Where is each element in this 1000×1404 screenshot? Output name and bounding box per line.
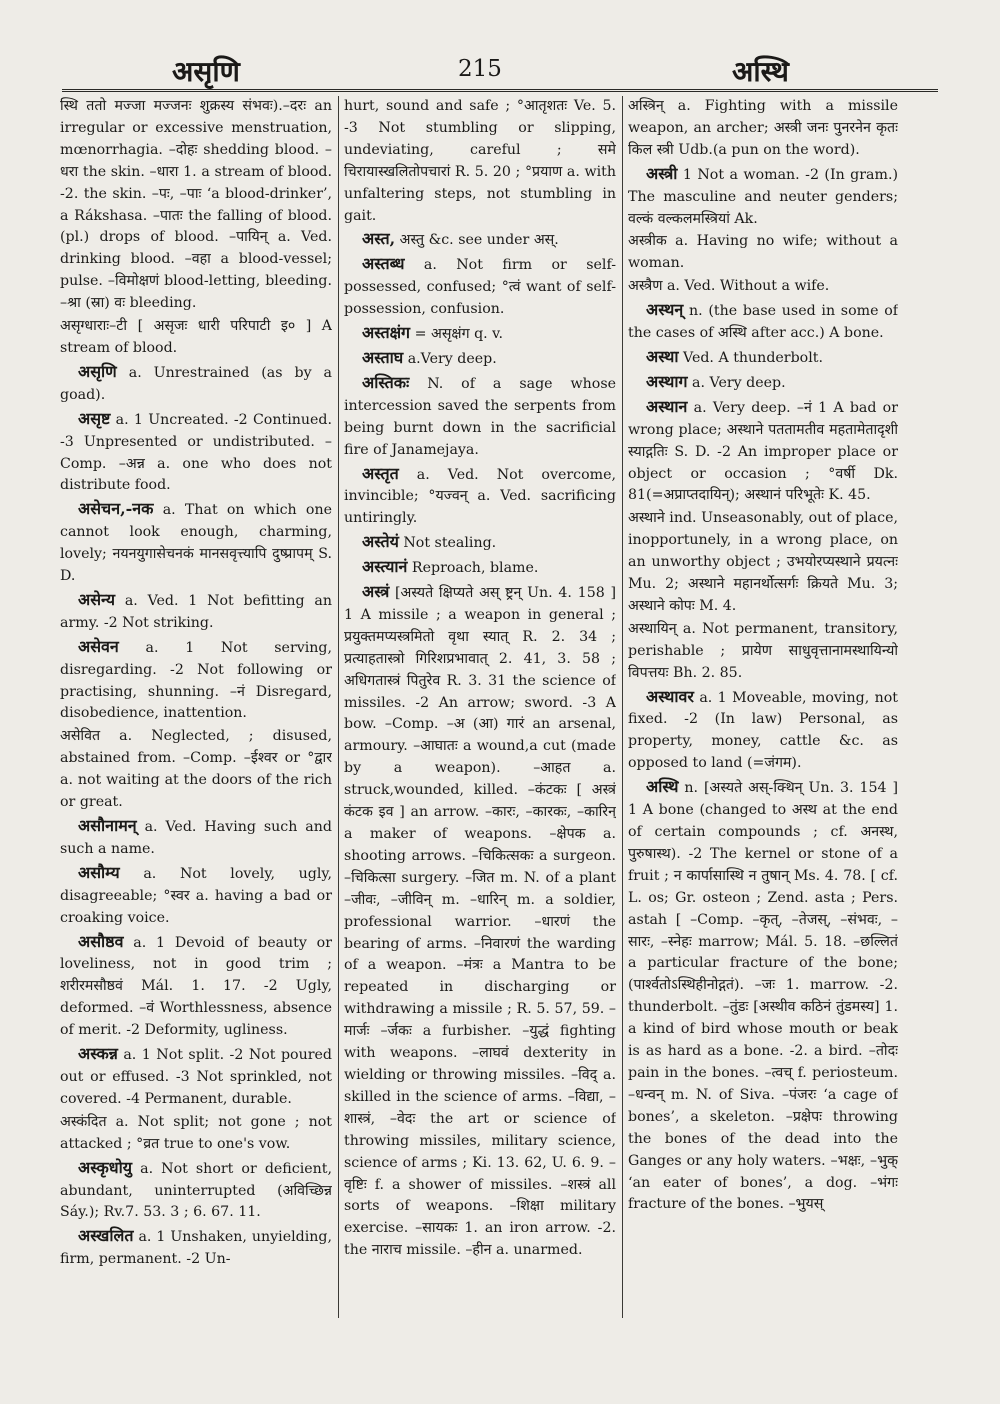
dictionary-entry bbox=[628, 686, 898, 776]
dictionary-entry bbox=[628, 508, 898, 618]
dictionary-entry bbox=[344, 581, 616, 1262]
dictionary-entry bbox=[60, 589, 332, 635]
left-guide-word: असृणि bbox=[172, 55, 240, 88]
entry-definition: a. Unrestrained (as by a goad). bbox=[60, 364, 332, 403]
dictionary-entry bbox=[628, 96, 898, 162]
entry-definition: स्थि ततो मज्जा मज्जनः शुक्रस्य संभवः).–दरः an irregular or excessive menstruation, mœnorrhagia. –दोहः shedding blood. –धरा the skin. –धारा 1. a stream of blood. -2. the skin. –पः, –पाः ‘a blood-drinker’, a Rákshasa. –पातः the falling of blood. (pl.) drops of blood. –पायिन् a. Ved. drinking blood. –वहा a blood-vessel; pulse. –विमोक्षणं blood-letting, bleeding. –श्रा (स्रा) वः bleeding. bbox=[60, 98, 332, 312]
page-header bbox=[60, 52, 940, 92]
dictionary-entry bbox=[344, 531, 616, 555]
dictionary-entry bbox=[344, 463, 616, 531]
dictionary-entry bbox=[60, 1043, 332, 1111]
page-number: 215 bbox=[458, 56, 502, 82]
column-2 bbox=[344, 96, 616, 1318]
entry-definition: अस्त्रैण a. Ved. Without a wife. bbox=[628, 278, 830, 295]
entry-definition: a. Ved. 1 Not befitting an army. -2 Not striking. bbox=[60, 592, 332, 631]
headword: अस्तिकः bbox=[362, 372, 410, 392]
entry-definition: अस्कंदित a. Not split; not gone ; not attacked ; °व्रत true to one's vow. bbox=[60, 1113, 332, 1152]
dictionary-entry bbox=[60, 726, 332, 814]
column-3 bbox=[628, 96, 898, 1318]
dictionary-entry bbox=[628, 346, 898, 370]
entry-definition: n. [अस्यते अस्-क्थिन् Un. 3. 154 ] 1 A bone (changed to अस्थ at the end of certain compounds ; cf. अनस्थ, पुरुषास्थ). -2 The kernel or stone of a fruit ; न कार्पासास्थि न तुषान् Ms. 4. 78. [ cf. L. os; Gr. osteon ; Zend. asta ; Pers. astah [ –Comp. –कृत्, –तेजस्, –संभवः, –सारः, –स्नेहः marrow; Mál. 5. 18. –छल्लितं a particular fracture of the bone; (पार्श्वतोऽस्थिहीनोद्गतं). –जः 1. marrow. -2. thunderbolt. –तुंडः [अस्थीव कठिनं तुंडमस्य] 1. a kind of bird whose mouth or beak is as hard as a bone. -2. a bird. –तोदः pain in the bones. –त्वच् f. periosteum. –धन्वन् m. N. of Siva. –पंजरः ‘a cage of bones’, a skeleton. –प्रक्षेपः throwing the bones of the dead into the Ganges or any holy waters. –भक्षः, –भुक् ‘an eater of bones’, a dog. –भंगः fracture of the bones. –भुयस् bbox=[628, 780, 898, 1213]
headword: अस्त्री bbox=[646, 163, 678, 183]
dictionary-entry bbox=[60, 815, 332, 861]
entry-definition: Reproach, blame. bbox=[411, 560, 539, 577]
entry-definition: a.Very deep. bbox=[407, 350, 497, 367]
entry-definition: a. Very deep. –नं 1 A bad or wrong place; अस्थाने पततामतीव महतामेतादृशी स्याद्गतिः S. D. -2 An improper place or object or occasion ; °वर्षी Dk. 81(=अप्राप्तदायिन्); अस्थानं परिभूतेः K. 45. bbox=[628, 399, 898, 504]
dictionary-entry bbox=[628, 396, 898, 508]
dictionary-entry bbox=[344, 96, 616, 227]
entry-definition: Ved. A thunderbolt. bbox=[683, 349, 823, 366]
entry-definition: n. (the base used in some of the cases of अस्थि after acc.) A bone. bbox=[628, 303, 898, 342]
entry-definition: [अस्यते क्षिप्यते अस् ष्ट्रन् Un. 4. 158 ] 1 A missile ; a weapon in general ; प्रयुक्तमप्यस्त्रमितो वृथा स्यात् R. 2. 34 ; प्रत्याहतास्त्रो गिरिशप्रभावात् 2. 41, 3. 58 ; अधिगतास्त्रं पितुरेव R. 3. 31 the science of missiles. -2 An arrow; sword. -3 A bow. –Comp. –अ (आ) गारं an arsenal, armoury. –आघातः a wound,a cut (made by a weapon). –आहत a. struck,wounded, killed. –कंटकः [ अस्त्रं कंटक इव ] an arrow. –कारः, –कारकः, –कारिन् a maker of weapons. –क्षेपक a. shooting arrows. –चिकित्सकः a surgeon. –चिकित्सा surgery. –जित m. N. of a plant –जीवः, –जीविन् m. –धारिन् m. a soldier, professional warrior. –धारणं the bearing of arms. –निवारणं the warding of a weapon. –मंत्रः a Mantra to be repeated in discharging or withdrawing a missile ; R. 5. 57, 59. –मार्जः –र्जकः a furbisher. –युद्धं fighting with weapons. –लाघवं dexterity in wielding or throwing missiles. –विद् a. skilled in the science of arms. –विद्या, –शास्त्रं, –वेदः the art or science of throwing missiles, military science, science of arms ; Ki. 13. 62, U. 6. 9. –वृष्टिः f. a shower of missiles. –शस्त्रं all sorts of weapons. –शिक्षा military exercise. –सायकः 1. an iron arrow. -2. the नाराच missile. –हीन a. unarmed. bbox=[344, 585, 616, 1259]
entry-definition: a. 1 Not serving, disregarding. -2 Not following or practising, shunning. –नं Disregard, disobedience, inattention. bbox=[60, 639, 332, 722]
dictionary-entry bbox=[628, 276, 898, 298]
headword: अस्थाग bbox=[646, 371, 688, 391]
headword: असौनामन् bbox=[78, 816, 137, 835]
column-divider bbox=[622, 96, 623, 1318]
headword: असृष्ट bbox=[78, 408, 111, 428]
entry-definition: अस्थायिन् a. Not permanent, transitory, perishable ; प्रायेण साधुवृत्तानामस्थायिन्यो विपत्तयः Bh. 2. 85. bbox=[628, 620, 898, 681]
entry-definition: = असृक्षंग q. v. bbox=[414, 326, 504, 343]
dictionary-entry bbox=[60, 1157, 332, 1225]
entry-definition: a. Very deep. bbox=[692, 374, 786, 391]
dictionary-entry bbox=[628, 371, 898, 395]
dictionary-entry bbox=[344, 322, 616, 346]
entry-definition: a. 1 Uncreated. -2 Continued. -3 Unpresented or undistributed. –Comp. –अन्न a. one who does not distribute food. bbox=[60, 411, 332, 494]
dictionary-entry bbox=[628, 619, 898, 685]
headword: असेन्य bbox=[78, 589, 116, 609]
entry-definition: a. 1 Devoid of beauty or loveliness, not in good trim ; शरीरमसौष्ठवं Mál. 1. 17. -2 Ugly, deformed. –वं Worthlessness, absence of merit. -2 Deformity, ugliness. bbox=[60, 934, 332, 1039]
dictionary-entry bbox=[60, 316, 332, 360]
entry-definition: अस्त्रीक a. Having no wife; without a woman. bbox=[628, 233, 898, 272]
entry-definition: Not stealing. bbox=[403, 535, 497, 552]
entry-definition: अस्तु &c. see under अस्. bbox=[399, 232, 559, 249]
dictionary-entry bbox=[628, 163, 898, 231]
entry-definition: a. Not firm or self-possessed, confused; °त्वं want of self-possession, confusion. bbox=[344, 257, 616, 318]
headword: असेवन bbox=[78, 636, 119, 656]
dictionary-entry bbox=[60, 361, 332, 407]
entry-definition: a. Ved. Not overcome, invincible; °यज्वन् a. Ved. sacrificing untiringly. bbox=[344, 466, 616, 527]
column-divider bbox=[338, 96, 339, 1318]
headword: अस्थन् bbox=[646, 300, 684, 320]
headword: अस्तृत bbox=[362, 463, 399, 483]
entry-definition: a. 1 Not split. -2 Not poured out or effused. -3 Not sprinkled, not covered. -4 Permanent, durable. bbox=[60, 1047, 332, 1107]
dictionary-entry bbox=[60, 931, 332, 1043]
entry-definition: hurt, sound and safe ; °आतृशतः Ve. 5. -3 Not stumbling or slipping, undeviating, careful ; समे चिरायास्खलितोपचारां R. 5. 20 ; °प्रयाण a. with unfaltering steps, not stumbling in gait. bbox=[344, 98, 616, 224]
dictionary-entry bbox=[60, 408, 332, 498]
entry-definition: a. 1 Unshaken, unyielding, firm, permanent. -2 Un- bbox=[60, 1229, 332, 1268]
entry-definition: a. That on which one cannot look enough, charming, lovely; नयनयुगासेचनकं मानसवृत्त्यापि दुष्प्रापम् S. D. bbox=[60, 502, 332, 585]
entry-definition: अस्थाने ind. Unseasonably, out of place, inopportunely, in a wrong place, on an unworthy object ; उभयोरप्यस्थाने प्रयत्नः Mu. 2; अस्थाने महानर्थोत्सर्गः क्रियते Mu. 3; अस्थाने कोपः M. 4. bbox=[628, 510, 898, 614]
dictionary-entry bbox=[60, 636, 332, 726]
dictionary-entry bbox=[344, 347, 616, 371]
headword: अस्तब्ध bbox=[362, 254, 405, 274]
entry-definition: a. Not lovely, ugly, disagreeable; °स्वर a. having a bad or croaking voice. bbox=[60, 865, 332, 926]
headword: अस्था bbox=[646, 346, 679, 366]
dictionary-entry bbox=[60, 1112, 332, 1156]
headword: अस्थान bbox=[646, 396, 688, 416]
entry-definition: असेवित a. Neglected, ; disused, abstained from. –Comp. –ईश्वर or °द्वार a. not waiting at the doors of the rich or great. bbox=[60, 728, 332, 811]
dictionary-entry bbox=[60, 96, 332, 315]
entry-definition: असृग्धाराः–टी [ असृजः धारी परिपाटी इ० ] A stream of blood. bbox=[60, 318, 332, 356]
entry-definition: अस्त्रिन् a. Fighting with a missile weapon, an archer; अस्त्री जनः पुनरनेन कृतः किल स्त्री Udb.(a pun on the word). bbox=[628, 98, 898, 158]
entry-definition: N. of a sage whose intercession saved the serpents from being burnt down in the sacrificial fire of Janamejaya. bbox=[344, 375, 616, 458]
dictionary-entry bbox=[344, 253, 616, 321]
headword: अस्तक्षंग bbox=[362, 323, 411, 343]
dictionary-entry bbox=[60, 1225, 332, 1271]
dictionary-entry bbox=[628, 231, 898, 275]
dictionary-entry bbox=[344, 372, 616, 462]
entry-definition: 1 Not a woman. -2 (In gram.) The masculine and neuter genders; वल्कं वल्कलमस्त्रियां Ak. bbox=[628, 166, 898, 227]
right-guide-word: अस्थि bbox=[732, 55, 789, 88]
headword: अस्त, bbox=[362, 229, 396, 249]
headword: असौम्य bbox=[78, 862, 120, 882]
headword: अस्तेयं bbox=[362, 532, 399, 552]
dictionary-entry bbox=[60, 862, 332, 930]
headword: अस्कन्न bbox=[78, 1044, 118, 1064]
dictionary-entry bbox=[344, 556, 616, 580]
headword: अस्त्यानं bbox=[362, 557, 408, 577]
column-1 bbox=[60, 96, 332, 1318]
headword: असृणि bbox=[78, 361, 117, 381]
headword: अस्त्रं bbox=[362, 582, 390, 602]
headword: अस्थि bbox=[646, 777, 679, 797]
dictionary-entry bbox=[628, 299, 898, 345]
dictionary-entry bbox=[60, 498, 332, 588]
headword: अस्खलित bbox=[78, 1226, 134, 1246]
headword: अस्थावर bbox=[646, 686, 694, 706]
headword: असेचन,-नक bbox=[78, 499, 154, 519]
entry-definition: a. 1 Moveable, moving, not fixed. -2 (In law) Personal, as property, money, cattle &c. as opposed to land (=जंगम). bbox=[628, 689, 898, 772]
headword: अस्कृधोयु bbox=[78, 1157, 133, 1177]
entry-definition: a. Ved. Having such and such a name. bbox=[60, 819, 332, 857]
headword: असौष्ठव bbox=[78, 931, 124, 951]
dictionary-entry bbox=[628, 776, 898, 1216]
dictionary-entry bbox=[344, 228, 616, 252]
entry-definition: a. Not short or deficient, abundant, uninterrupted (अविच्छिन्न Sáy.); Rv.7. 53. 3 ; 6. 67. 11. bbox=[60, 1160, 332, 1221]
header-rule bbox=[62, 89, 938, 92]
headword: अस्ताघ bbox=[362, 347, 404, 367]
